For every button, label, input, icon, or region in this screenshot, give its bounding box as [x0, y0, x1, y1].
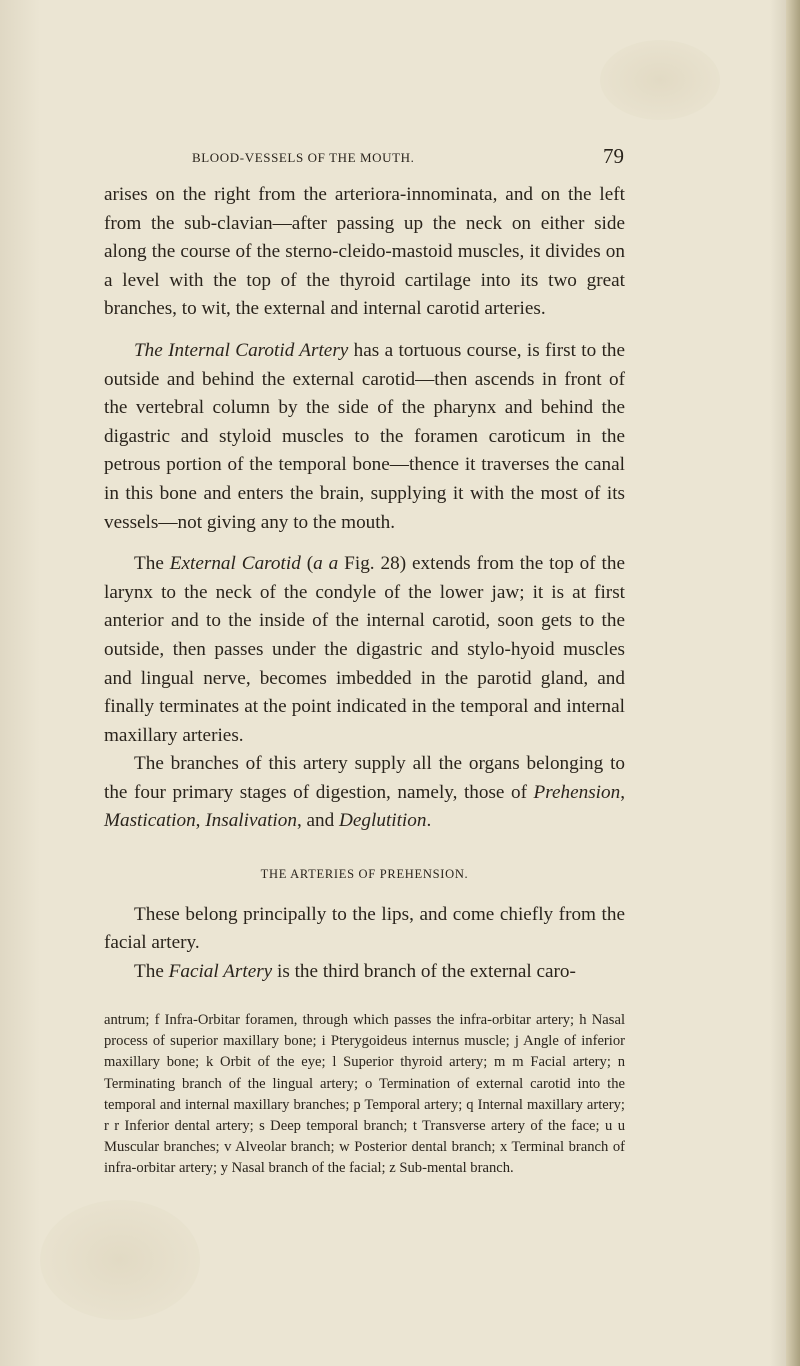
paragraph-text: is the third branch of the external caro-	[272, 960, 576, 982]
paragraph-external-carotid	[104, 550, 625, 750]
paragraph-text: Fig. 28) extends from the top of the larynx to the neck of the condyle of the lower jaw; it is at first anterior and to the inside of the internal carotid, soon gets to the outside, then passes under the digastric and stylo-hyoid muscles and lingual nerve, becomes imbedded in the parotid gland, and finally terminates at the point indicated in the temporal and internal maxillary arteries.	[104, 553, 626, 746]
page-header	[192, 144, 624, 172]
paragraph-continuation	[104, 181, 625, 324]
figure-caption	[104, 1010, 625, 1180]
paragraph-text: has a tortuous course, is first to the outside and behind the external carotid—then ascends in front of the vertebral column by the side of the pharynx and behind the digastric and styloid muscles to the foramen caroticum in the petrous portion of the temporal bone—thence it traverses the canal in this bone and enters the brain, supplying it with the most of its vessels—not giving any to the mouth.	[104, 339, 626, 533]
section-heading: THE ARTERIES OF PREHENSION.	[260, 867, 469, 882]
term-insalivation: Insalivation	[205, 810, 297, 832]
paper-stain	[40, 1200, 200, 1320]
paragraph-text: These belong principally to the lips, and come chiefly from the facial artery.	[104, 903, 625, 954]
separator: , and	[296, 810, 340, 832]
paragraph-internal-carotid	[104, 337, 625, 537]
body-text	[104, 181, 625, 986]
separator: ,	[620, 781, 625, 803]
term-prehension: Prehension	[533, 781, 621, 803]
separator: ,	[195, 810, 206, 832]
page-number: 79	[603, 144, 624, 168]
paragraph-text: The	[134, 553, 170, 575]
page-edge-shadow	[786, 0, 800, 1366]
paragraph-text: The	[134, 960, 169, 982]
paragraph-prehension	[104, 901, 625, 958]
paragraph-text: (	[300, 553, 314, 575]
paragraph-facial-artery	[104, 958, 625, 987]
term-facial-artery: Facial Artery	[168, 960, 273, 982]
paragraph-text: arises on the right from the arteriora-innominata, and on the left from the sub-clavian—after passing up the neck on either side along the course of the sterno-cleido-mastoid muscles, it divides on a level with the top of the thyroid cartilage into its two great branches, to wit, the external and internal carotid arteries.	[104, 184, 625, 320]
figure-ref-letters: a a	[313, 553, 339, 575]
paragraph-text: The branches of this artery supply all the organs belonging to the four primary stages of digestion, namely, those of	[104, 753, 625, 803]
term-deglutition: Deglutition	[339, 810, 427, 832]
running-head: BLOOD-VESSELS OF THE MOUTH.	[192, 150, 415, 165]
separator: .	[426, 810, 432, 832]
term-mastication: Mastication	[104, 810, 196, 832]
paragraph-branches	[104, 750, 625, 836]
caption-text: antrum; f Infra-Orbitar foramen, through which passes the infra-orbitar artery; h Nasal process of superior maxillary bone; i Pterygoideus internus muscle; j Angle of inferior maxillary bone; k Orbit of the eye; l Superior thyroid artery; m m Facial artery; n Terminating branch of the lingual artery; o Termination of external carotid into the temporal and internal maxillary branches; p Temporal artery; q Internal maxillary artery; r r Inferior dental artery; s Deep temporal branch; t Transverse artery of the face; u u Muscular branches; v Alveolar branch; w Posterior dental branch; x Terminal branch of infra-orbitar artery; y Nasal branch of the facial; z Sub-mental branch.	[104, 1012, 625, 1177]
paper-stain	[600, 40, 720, 120]
term-external-carotid: External Carotid	[169, 553, 301, 575]
term-internal-carotid-artery: The Internal Carotid Artery	[134, 339, 349, 361]
